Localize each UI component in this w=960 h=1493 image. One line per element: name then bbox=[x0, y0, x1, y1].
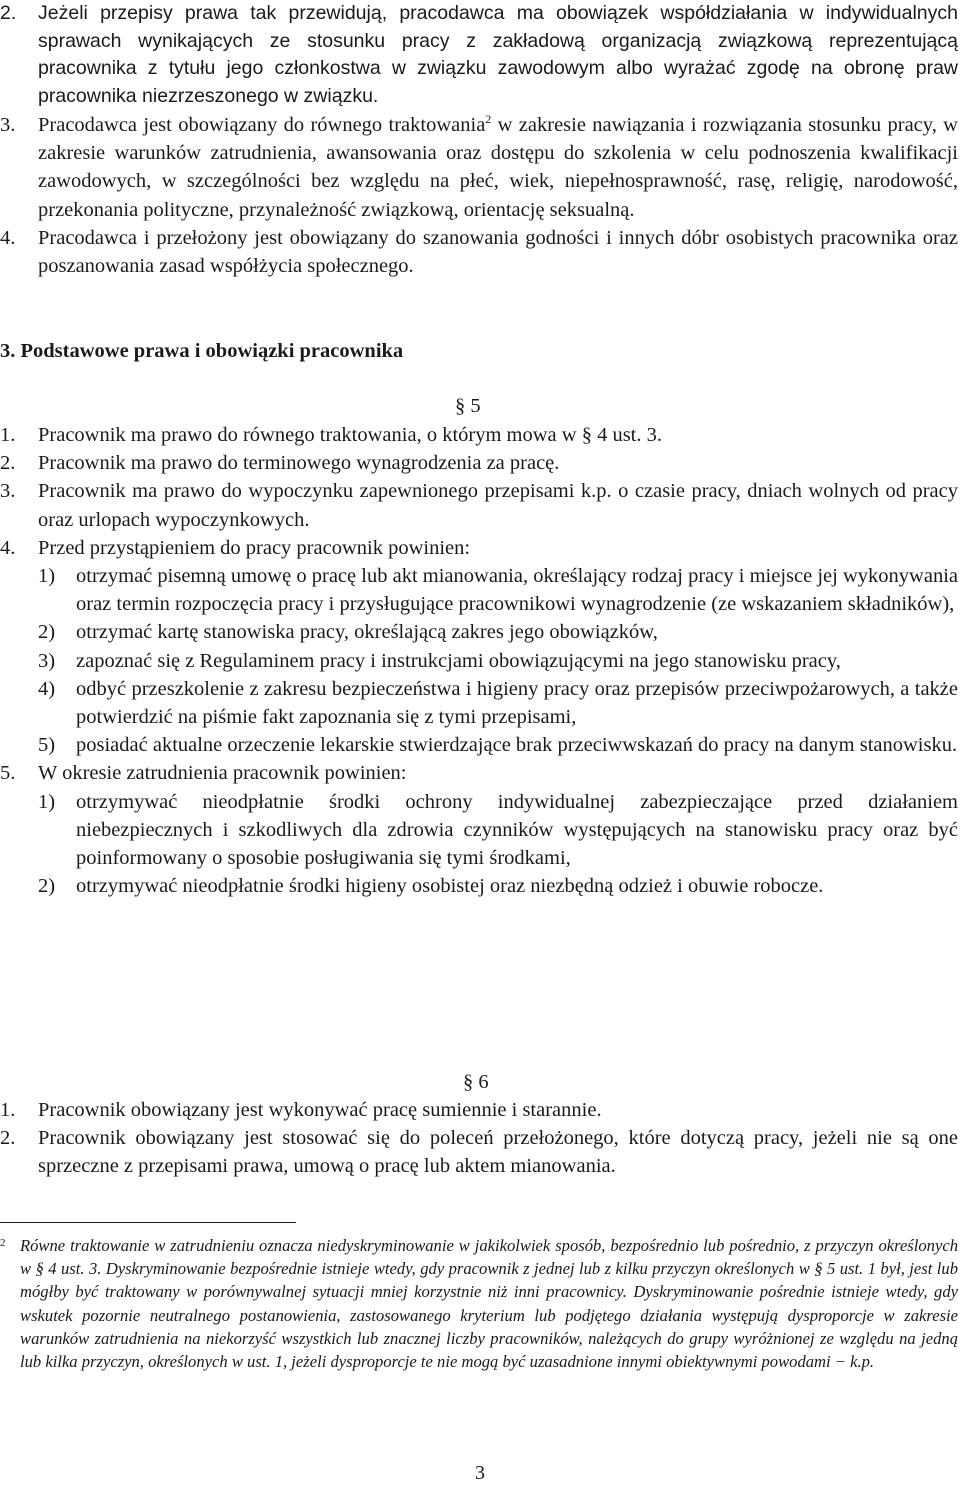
sub-item bbox=[38, 788, 958, 873]
item-text: Przed przystąpieniem do pracy pracownik powinien: bbox=[38, 536, 471, 559]
item-6-2 bbox=[0, 1124, 958, 1180]
paragraph-2 bbox=[0, 0, 958, 110]
sub-item-number: 3) bbox=[38, 649, 56, 672]
sub-item-number: 2) bbox=[38, 621, 56, 644]
sub-item-number: 2) bbox=[38, 875, 56, 898]
sub-item-text: otrzymywać nieodpłatnie środki ochrony indywidualnej zabezpieczające przed działaniem niebezpiecznych i szkodliwych dla zdrowia czynników występujących na stanowisku pracy oraz być poinformowany o sposobie posługiwania się tymi środkami, bbox=[76, 790, 958, 870]
sub-item-text: otrzymywać nieodpłatnie środki higieny osobistej oraz niezbędną odzież i obuwie robocze. bbox=[76, 875, 824, 898]
item-5-1 bbox=[0, 421, 958, 449]
item-5-5-sublist bbox=[38, 788, 958, 901]
item-5-2 bbox=[0, 449, 958, 477]
item-5-4-sublist bbox=[38, 562, 958, 759]
section-heading: 3. Podstawowe prawa i obowiązki pracownika bbox=[0, 340, 404, 362]
footnote-ref[interactable]: 2 bbox=[485, 112, 492, 126]
paragraph-symbol-5: § 5 bbox=[455, 395, 481, 417]
item-number: 1. bbox=[0, 1099, 16, 1121]
footnote-mark: 2 bbox=[0, 1237, 6, 1249]
item-text: Pracownik obowiązany jest wykonywać pracę sumiennie i starannie. bbox=[38, 1099, 602, 1121]
paragraph-text-a: Pracodawca jest obowiązany do równego traktowania bbox=[38, 114, 486, 136]
sub-item bbox=[38, 647, 958, 675]
paragraph-text: Pracodawca i przełożony jest obowiązany do szanowania godności i innych dóbr osobistych pracownika oraz poszanowania zasad współżycia społecznego. bbox=[38, 226, 958, 278]
paragraph-3 bbox=[0, 111, 958, 224]
page-number: 3 bbox=[475, 1462, 485, 1484]
sub-item bbox=[38, 872, 958, 900]
item-number: 3. bbox=[0, 480, 16, 503]
item-text: Pracownik ma prawo do wypoczynku zapewnionego przepisami k.p. o czasie pracy, dniach wolnych od pracy oraz urlopach wypoczynkowych. bbox=[38, 480, 958, 531]
item-text: Pracownik ma prawo do terminowego wynagrodzenia za pracę. bbox=[38, 452, 560, 475]
sub-item bbox=[38, 618, 958, 646]
item-6-1 bbox=[0, 1096, 958, 1124]
paragraph-symbol-6: § 6 bbox=[463, 1071, 489, 1093]
sub-item-text: posiadać aktualne orzeczenie lekarskie stwierdzające brak przeciwwskazań do pracy na danym stanowisku. bbox=[76, 734, 958, 757]
item-5-4 bbox=[0, 534, 958, 562]
section-6-body bbox=[0, 1096, 958, 1181]
sub-item-number: 1) bbox=[38, 790, 56, 813]
item-number: 5. bbox=[0, 762, 16, 785]
section-2-p3-p4 bbox=[0, 111, 958, 280]
item-number: 4. bbox=[0, 536, 16, 559]
section-3-body bbox=[0, 421, 958, 900]
sub-item bbox=[38, 562, 958, 618]
paragraph-text: Jeżeli przepisy prawa tak przewidują, pracodawca ma obowiązek współdziałania w indywidualnych sprawach wynikających ze stosunku pracy z zakładową organizacją związkową reprezentującą pracownika z tytułu jego członkostwa w związku zawodowym albo wyrażać zgodę na obronę praw pracownika niezrzeszonego w związku. bbox=[38, 2, 958, 107]
paragraph-number: 3. bbox=[0, 114, 16, 136]
section-2-continuation bbox=[0, 0, 958, 110]
footnote-separator bbox=[0, 1222, 296, 1223]
item-number: 1. bbox=[0, 424, 16, 446]
paragraph-number: 2. bbox=[0, 2, 17, 24]
item-5-5 bbox=[0, 759, 958, 787]
sub-item-text: otrzymać pisemną umowę o pracę lub akt mianowania, określający rodzaj pracy i miejsce jej wykonywania oraz termin rozpoczęcia pracy i przysługujące pracownikowi wynagrodzenie (ze wskazaniem składników), bbox=[76, 565, 958, 616]
sub-item-number: 1) bbox=[38, 565, 56, 588]
sub-item bbox=[38, 731, 958, 759]
item-text: Pracownik obowiązany jest stosować się do poleceń przełożonego, które dotyczą pracy, jeżeli nie są one sprzeczne z przepisami prawa, umową o pracę lub aktem mianowania. bbox=[38, 1127, 958, 1178]
sub-item-number: 5) bbox=[38, 734, 56, 757]
item-number: 2. bbox=[0, 452, 16, 475]
sub-item-number: 4) bbox=[38, 677, 56, 700]
sub-item-text: zapoznać się z Regulaminem pracy i instrukcjami obowiązującymi na jego stanowisku pracy, bbox=[76, 649, 841, 672]
paragraph-text-b: w zakresie nawiązania i rozwiązania stosunku pracy, w zakresie warunków zatrudnienia, awansowania oraz dostępu do szkolenia w celu podnoszenia kwalifikacji zawodowych, w szczególności bez względu na płeć, wiek, niepełnosprawność, rasę, religię, narodowość, przekonania polityczne, przynależność związkową, orientację seksualną. bbox=[38, 114, 958, 221]
item-text: Pracownik ma prawo do równego traktowania, o którym mowa w § 4 ust. 3. bbox=[38, 424, 662, 446]
paragraph-number: 4. bbox=[0, 226, 16, 249]
sub-item-text: otrzymać kartę stanowiska pracy, określającą zakres jego obowiązków, bbox=[76, 621, 658, 644]
item-text: W okresie zatrudnienia pracownik powinien: bbox=[38, 762, 407, 785]
sub-item-text: odbyć przeszkolenie z zakresu bezpieczeństwa i higieny pracy oraz przepisów przeciwpożarowych, a także potwierdzić na piśmie fakt zapoznania się z tymi przepisami, bbox=[76, 677, 958, 729]
sub-item bbox=[38, 675, 958, 731]
footnote bbox=[0, 1234, 958, 1373]
paragraph-4 bbox=[0, 224, 958, 280]
item-number: 2. bbox=[0, 1127, 16, 1150]
footnote-text: Równe traktowanie w zatrudnieniu oznacza niedyskryminowanie w jakikolwiek sposób, bezpośrednio lub pośrednio, z przyczyn określonych w § 4 ust. 3. Dyskryminowanie bezpośrednie istnieje wtedy, gdy pracownik z jednej lub z kilku przyczyn określonych w § 5 ust. 1 był, jest lub mógłby być traktowany w porównywalnej sytuacji mniej korzystnie niż inni pracownicy. Dyskryminowanie pośrednie istnieje wtedy, gdy wskutek pozornie neutralnego postanowienia, zastosowanego kryterium lub podjętego działania występują dysproporcje w zakresie warunków zatrudnienia na niekorzyść wszystkich lub znacznej liczby pracowników, należących do grupy wyróżnionej ze względu na jedną lub kilka przyczyn, określonych w ust. 1, jeżeli dysproporcje te nie mogą być uzasadnione innymi obiektywnymi powodami − k.p. bbox=[20, 1236, 958, 1372]
item-5-3 bbox=[0, 477, 958, 533]
